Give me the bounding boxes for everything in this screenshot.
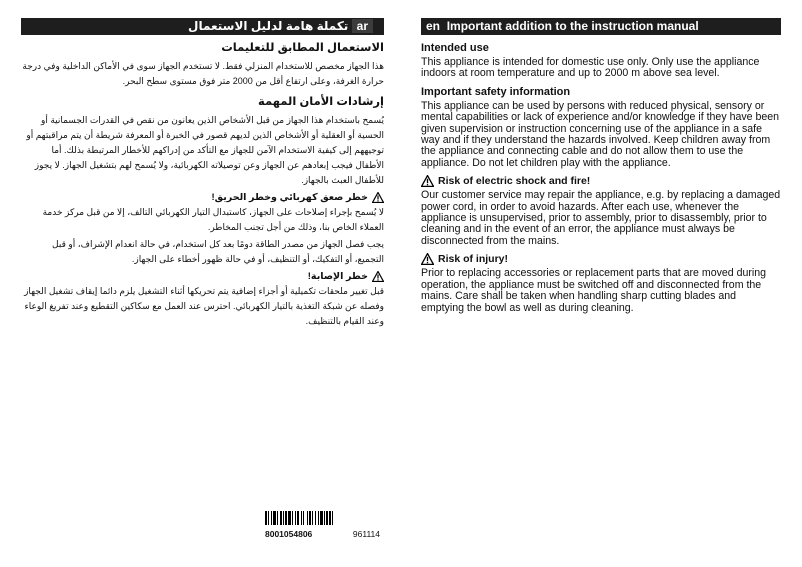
ar-warning-injury-text: قبل تغيير ملحقات تكميلية أو أجزاء إضافية يتم تحريكها أثناء التشغيل يلزم دائما إيقاف تشغيل الجهاز وفصله عن شبكة التغذية بالتيار الكهربائي. احترس عند العمل مع سكاكين التقطيع وعند تفريغ الوعاء وعند القيام بالتنظيف. (24, 286, 384, 326)
ar-warning-electric-title: خطر صعق كهربائي وخطر الحريق! (211, 192, 368, 203)
ar-intended-use-text: هذا الجهاز مخصص للاستخدام المنزلي فقط. لا تستخدم الجهاز سوى في الأماكن الداخلية وفي درجة حرارة الغرفة، وعلى ارتفاع أقل من 2000 متر فوق مستوى سطح البحر. (22, 61, 384, 86)
safety-heading: Important safety information (421, 85, 571, 98)
arabic-banner (21, 18, 384, 35)
barcode-numbers (265, 529, 380, 539)
warning-triangle-icon (372, 192, 384, 203)
warning-triangle-icon (421, 175, 434, 187)
barcode-stripe (333, 511, 335, 525)
language-code-ar: ar (352, 19, 373, 33)
warning-injury (421, 253, 781, 265)
intended-use-text: This appliance is intended for domestic use only. Only use the appliance indoors at room temperature and up to 2000 m above sea level. (421, 56, 760, 80)
arabic-column (21, 18, 384, 331)
barcode (265, 511, 380, 525)
ar-warning-injury (21, 271, 384, 282)
warning-electric-shock-title: Risk of electric shock and fire! (438, 175, 591, 188)
barcode-block (265, 511, 380, 539)
safety-text: This appliance can be used by persons with reduced physical, sensory or mental capabilities or lack of experience and/or knowledge if they have been given supervision or instruction concerning use of the appliance in a safe way and if they understand the hazards involved. Keep children away from the appliance and connecting cable and do not allow them to use the appliance. Do not let children play with the appliance. (421, 99, 780, 169)
ar-warning-electric-text-2: يجب فصل الجهاز من مصدر الطاقة دومًا بعد كل استخدام، في حالة انعدام الإشراف، أو قبل التجميع، أو التفكيك، أو التنظيف، أو في حالة ظهور أخطاء على الجهاز. (52, 239, 384, 264)
ar-warning-electric (21, 192, 384, 203)
warning-injury-text: Prior to replacing accessories or replacement parts that are moved during operation, the appliance must be switched off and disconnected from the mains. Care shall be taken when handling sharp cutting blades and emptying the bowl as well as during cleaning. (421, 267, 767, 314)
arabic-banner-title: تكملة هامة لدليل الاستعمال (188, 19, 349, 33)
ar-warning-electric-text: لا يُسمح بإجراء إصلاحات على الجهاز، كاستبدال التيار الكهربائي التالف، إلا من قبل مركز خدمة العملاء الخاص بنا، وذلك من أجل تجنب المخاطر. (42, 207, 384, 232)
ar-safety-heading: إرشادات الأمان المهمة (258, 96, 384, 108)
english-banner (421, 18, 781, 35)
ar-safety-text: يُسمح باستخدام هذا الجهاز من قبل الأشخاص الذين يعانون من نقص في القدرات الجسمانية أو الحسية أو العقلية أو الأشخاص الذين لديهم قصور في الخبرة أو المعرفة شريطة أن يتم مراقبتهم أو توجيههم إلى كيفية الاستخدام الآمن للجهاز مع التأكد من إدراكهم للأخطار المرتبطة بذلك. أما الأطفال فيجب إبعادهم عن الجهاز وعن توصيلاته الكهربائية، ولا يُسمح لهم بتشغيل الجهاز. لا يجوز للأطفال العبث بالجهاز. (26, 115, 384, 185)
date-code: 961114 (352, 529, 380, 539)
warning-electric-shock-text: Our customer service may repair the appliance, e.g. by replacing a damaged power cord, in order to avoid hazards. After each use, whenever the appliance is unsupervised, prior to assembly, prior to disassembly, prior to cleaning and in the event of an error, the appliance must always be disconnected from the mains. (421, 189, 781, 247)
warning-triangle-icon (372, 271, 384, 282)
english-banner-title: Important addition to the instruction manual (446, 19, 699, 33)
warning-triangle-icon (421, 253, 434, 265)
intended-use-heading: Intended use (421, 42, 489, 54)
warning-injury-title: Risk of injury! (438, 253, 509, 266)
language-code-en: en (426, 19, 441, 33)
ar-warning-injury-title: خطر الإصابة! (307, 271, 368, 282)
english-column (421, 18, 781, 320)
ar-intended-use-heading: الاستعمال المطابق للتعليمات (221, 42, 384, 54)
warning-electric-shock (421, 175, 781, 187)
article-number: 8001054806 (265, 529, 313, 539)
